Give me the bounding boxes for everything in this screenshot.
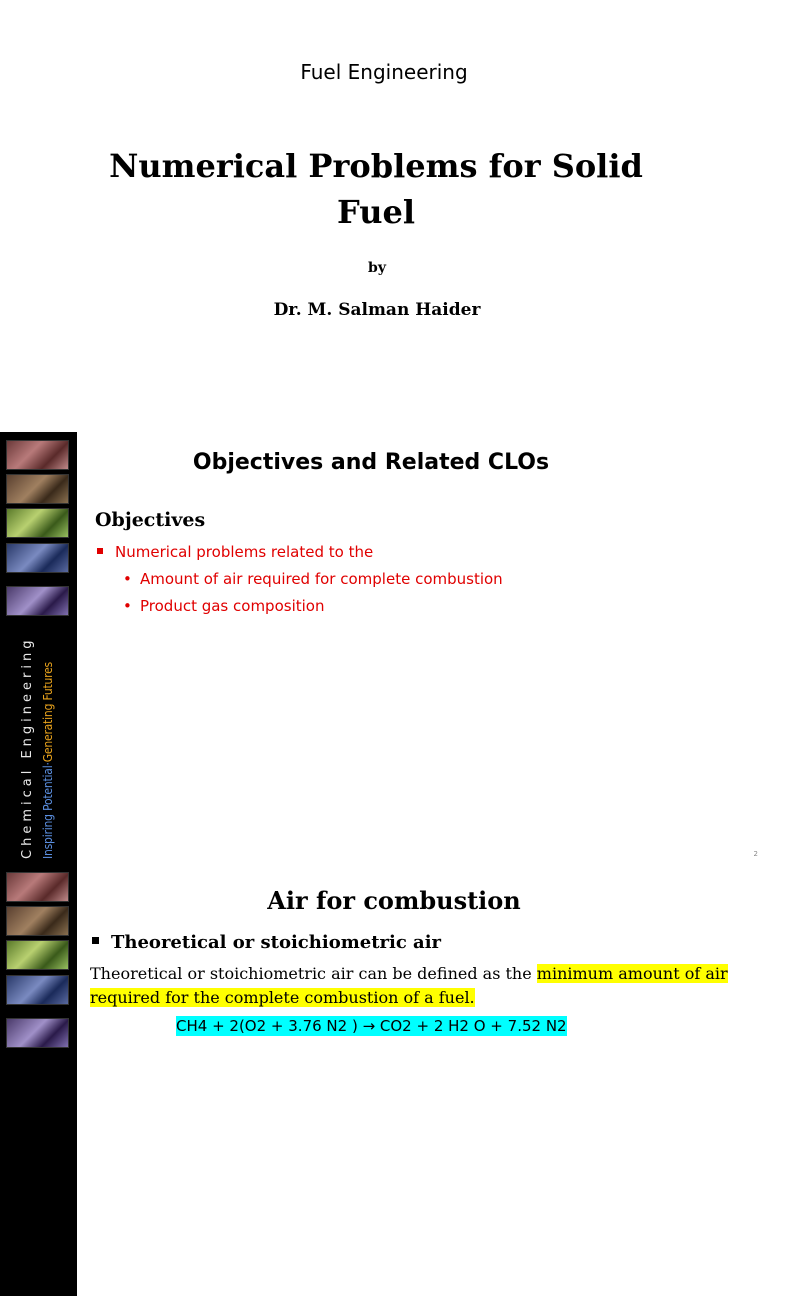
banner-photo-tile <box>6 474 69 504</box>
banner-photo-tile <box>6 543 69 573</box>
list-item: Numerical problems related to the <box>95 539 735 566</box>
round-bullet-icon: • <box>123 597 132 615</box>
department-banner <box>0 864 77 1296</box>
air-combustion-slide <box>0 864 768 1035</box>
banner-department: Chemical Engineering <box>20 636 35 859</box>
banner-photo-tile <box>6 940 69 970</box>
author-name: Dr. M. Salman Haider <box>273 300 481 320</box>
by-label: by <box>368 260 386 276</box>
round-bullet-icon: • <box>123 570 132 588</box>
slide-title: Objectives and Related CLOs <box>192 450 550 475</box>
title-slide <box>0 0 768 432</box>
banner-slogan: Inspiring Potential·Generating Futures <box>41 662 55 859</box>
banner-photo-tile <box>6 440 69 470</box>
list-item: • Amount of air required for complete combustion <box>95 566 735 593</box>
slide-title: Numerical Problems for Solid Fuel <box>109 147 643 231</box>
square-bullet-icon <box>97 548 103 554</box>
banner-photo-tile <box>6 975 69 1005</box>
objectives-heading: Objectives <box>95 509 206 531</box>
objectives-slide <box>0 432 768 864</box>
combustion-equation: CH4 + 2(O2 + 3.76 N2 ) → CO2 + 2 H2 O + 7.52 N2 <box>176 1017 567 1035</box>
bullet-heading: Theoretical or stoichiometric air <box>92 932 441 953</box>
list-item: • Product gas composition <box>95 593 735 620</box>
highlighted-text: minimum amount of air required for the complete combustion of a fuel. <box>90 964 728 1007</box>
page-number: 2 <box>753 850 758 858</box>
definition-paragraph: Theoretical or stoichiometric air can be defined as the minimum amount of air required for the complete combustion of a fuel. <box>90 964 728 1007</box>
banner-photo-tile <box>6 1018 69 1048</box>
slide-title: Air for combustion <box>267 886 521 915</box>
course-name: Fuel Engineering <box>300 60 468 84</box>
objectives-list <box>95 539 735 620</box>
banner-photo-tile <box>6 508 69 538</box>
banner-photo-tile <box>6 586 69 616</box>
square-bullet-icon <box>92 937 99 944</box>
department-banner <box>0 432 77 864</box>
